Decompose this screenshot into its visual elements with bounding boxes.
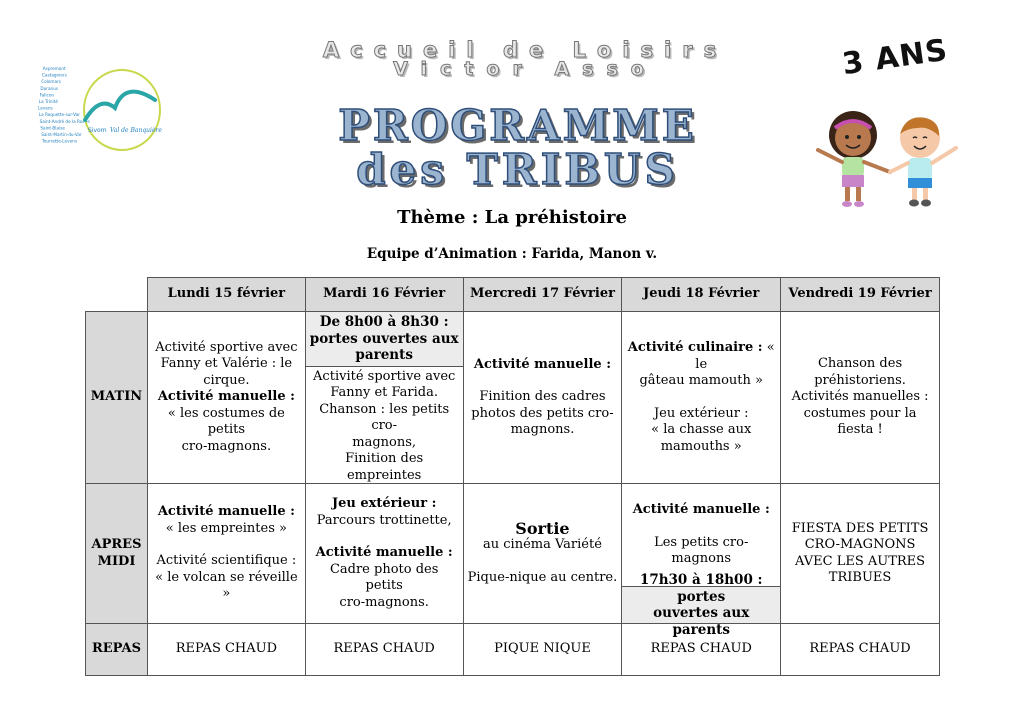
cell-repas-monday: REPAS CHAUD <box>147 624 305 676</box>
day-header-friday: Vendredi 19 Février <box>781 278 940 312</box>
cell-apres-monday: Activité manuelle : « les empreintes » Activité scientifique : « le volcan se réveille » <box>147 484 305 624</box>
cell-matin-friday: Chanson des préhistoriens. Activités manuelles : costumes pour la fiesta ! <box>781 312 940 484</box>
logo-village-name: La Trinité <box>38 99 58 104</box>
cell-apres-wednesday: Sortie au cinéma Variété Pique-nique au centre. <box>463 484 622 624</box>
thursday-open-doors-box: 17h30 à 18h00 : portes ouvertes aux parents <box>622 586 780 623</box>
outing-label: Sortie <box>515 518 570 538</box>
cell-repas-friday: REPAS CHAUD <box>781 624 940 676</box>
logo-village-name: Colomars <box>41 79 61 85</box>
cell-matin-thursday: Activité culinaire : « le gâteau mamouth » Jeu extérieur : « la chasse aux mamouths » <box>622 312 781 484</box>
header-line-1: Accueil de Loisirs <box>322 38 728 62</box>
row-header-apres-midi: APRES MIDI <box>86 484 148 624</box>
children-illustration <box>808 100 968 215</box>
day-header-wednesday: Mercredi 17 Février <box>463 278 622 312</box>
cell-apres-friday: FIESTA DES PETITS CRO-MAGNONS AVEC LES AUTRES TRIBUES <box>781 484 940 624</box>
day-header-thursday: Jeudi 18 Février <box>622 278 781 312</box>
header-line-2: Victor Asso <box>393 58 657 80</box>
tuesday-open-doors-box: De 8h00 à 8h30 : portes ouvertes aux parents <box>306 312 463 367</box>
table-row-matin <box>86 312 940 484</box>
logo-village-name: Saint-Martin-du-Var <box>41 132 82 137</box>
cell-matin-wednesday: Activité manuelle : Finition des cadres photos des petits cro- magnons. <box>463 312 622 484</box>
row-header-repas: REPAS <box>86 624 148 676</box>
logo-village-name: Falicon <box>39 92 55 98</box>
logo-name-right: Val de Banquière <box>110 127 162 134</box>
cell-apres-thursday <box>622 484 781 638</box>
theme-title: Thème : La préhistoire <box>397 207 627 228</box>
age-badge: 3 ANS <box>840 32 951 83</box>
cell-repas-thursday: REPAS CHAUD <box>622 624 781 676</box>
table-corner <box>86 278 148 312</box>
program-title-line-1: PROGRAMME <box>338 101 697 150</box>
program-title-line-2: des TRIBUS <box>356 145 679 194</box>
cell-matin-monday: Activité sportive avec Fanny et Valérie : le cirque. Activité manuelle : « les costumes de petits cro-magnons. <box>147 312 305 484</box>
cell-matin-tuesday <box>305 312 463 484</box>
row-header-matin: MATIN <box>86 312 148 484</box>
cell-apres-tuesday: Jeu extérieur : Parcours trottinette, Activité manuelle : Cadre photo des petits cro-magnons. <box>305 484 463 624</box>
day-header-tuesday: Mardi 16 Février <box>305 278 463 312</box>
logo-village-name: Castagniers <box>42 72 67 78</box>
table-row-apres-midi <box>86 484 940 624</box>
logo-village-name: Saint-Blaise <box>40 125 65 131</box>
logo-village-name: Tourrette-Levens <box>42 138 78 144</box>
team-line: Equipe d’Animation : Farida, Manon v. <box>366 246 658 262</box>
logo-village-name: La Roquette-sur-Var <box>38 112 80 118</box>
logo-village-name: Levens <box>38 105 53 111</box>
logo-village-name: Aspremont <box>42 66 66 71</box>
logo-village-name: Saint-André de la Roche <box>39 118 90 124</box>
cell-repas-tuesday: REPAS CHAUD <box>305 624 463 676</box>
program-title <box>230 101 805 194</box>
header-title <box>225 40 825 78</box>
table-row-repas <box>86 624 940 676</box>
tuesday-morning-activities: Activité sportive avec Fanny et Farida. Chanson : les petits cro- magnons, Finition des empreintes <box>313 368 456 483</box>
table-header-row <box>86 278 940 312</box>
logo-village-name: Duranus <box>40 85 59 91</box>
sivom-logo <box>30 60 180 160</box>
day-header-monday: Lundi 15 février <box>147 278 305 312</box>
weekly-program-table <box>85 277 940 676</box>
thursday-afternoon-activities: Activité manuelle : Les petits cro-magnons <box>632 502 770 567</box>
logo-name-left: Sivom <box>88 127 107 134</box>
cell-repas-wednesday: PIQUE NIQUE <box>463 624 622 676</box>
